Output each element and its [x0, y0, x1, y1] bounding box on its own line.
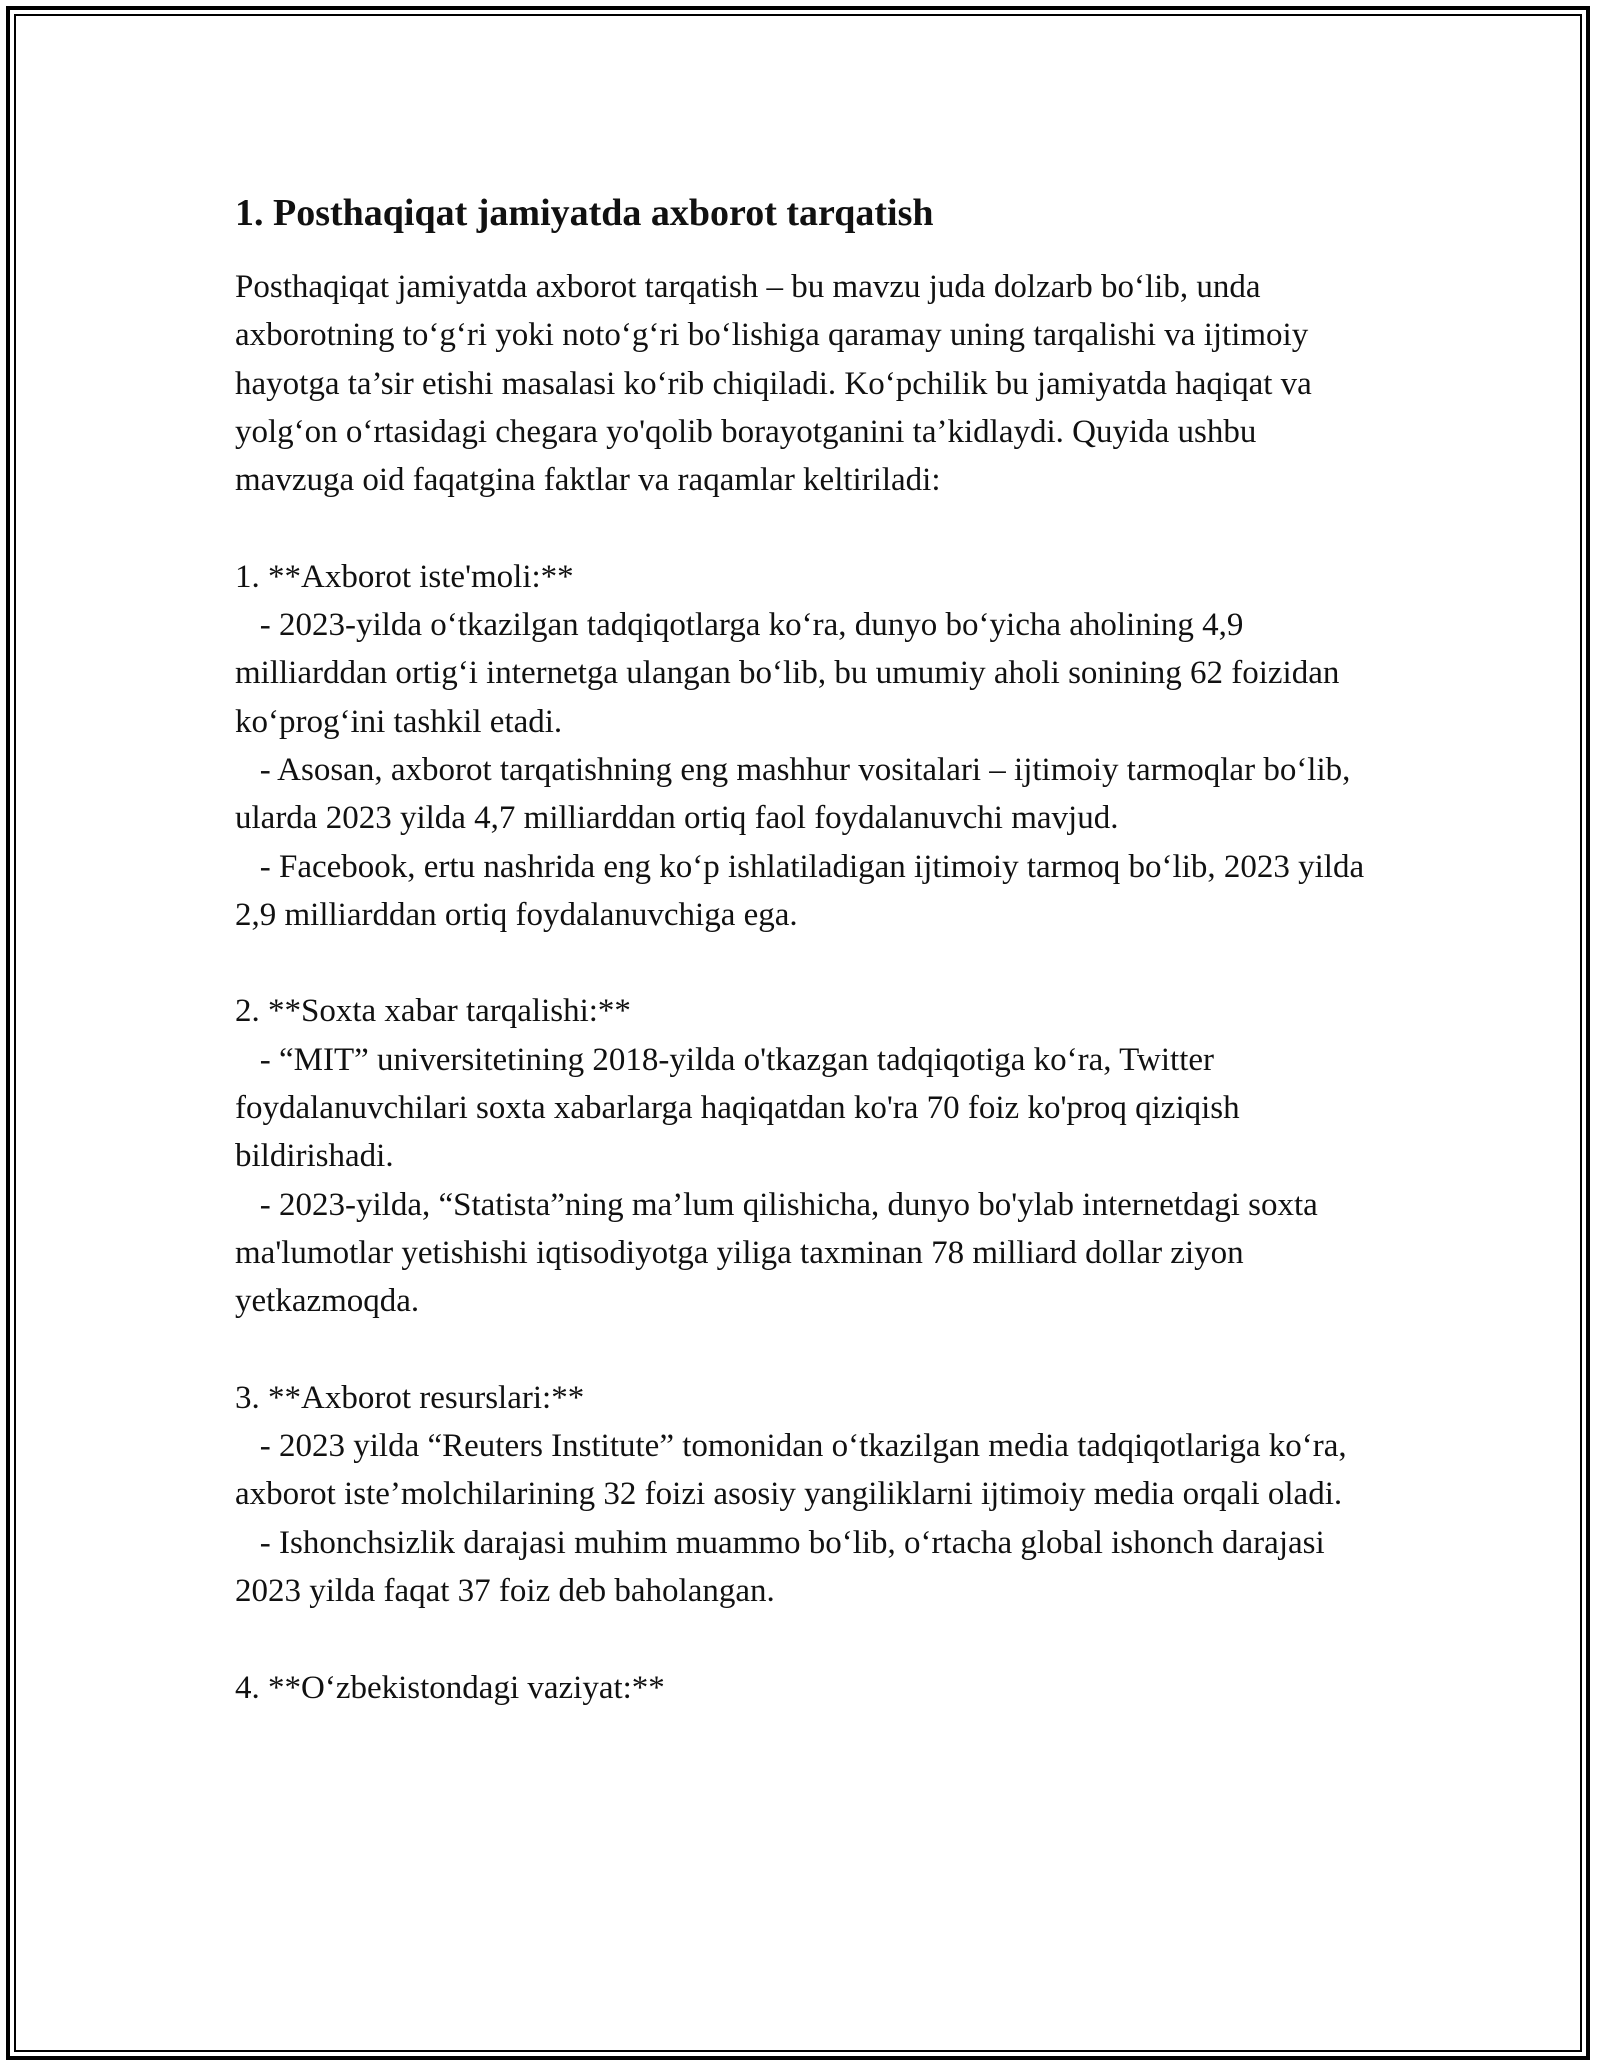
- list-item: - Asosan, axborot tarqatishning eng mashhur vositalari – ijtimoiy tarmoqlar bo‘lib, ularda 2023 yilda 4,7 milliarddan ortiq faol foydalanuvchi mavjud.: [235, 751, 1359, 837]
- list-item: - Facebook, ertu nashrida eng ko‘p ishlatiladigan ijtimoiy tarmoq bo‘lib, 2023 yilda 2,9 milliarddan ortiq foydalanuvchiga ega.: [235, 848, 1373, 933]
- section-title: 1. **Axborot iste'moli:**: [235, 558, 574, 595]
- intro-paragraph: Posthaqiqat jamiyatda axborot tarqatish – bu mavzu juda dolzarb bo‘lib, unda axborotning to‘g‘ri yoki noto‘g‘ri bo‘lishiga qaramay uning tarqalishi va ijtimoiy hayotga ta’sir etishi masalasi ko‘rib chiqiladi. Ko‘pchilik bu jamiyatda haqiqat va yolg‘on o‘rtasidagi chegara yo'qolib borayotganini ta’kidlaydi. Quyida ushbu mavzuga oid faqatgina faktlar va raqamlar keltiriladi:: [235, 269, 1321, 499]
- list-item: - “MIT” universitetining 2018-yilda o'tkazgan tadqiqotiga ko‘ra, Twitter foydalanuvchilari soxta xabarlarga haqiqatdan ko'ra 70 foiz ko'proq qiziqish bildirishadi.: [235, 1041, 1248, 1175]
- section-title: 3. **Axborot resurslari:**: [235, 1379, 585, 1416]
- list-item: - Ishonchsizlik darajasi muhim muammo bo‘lib, o‘rtacha global ishonch darajasi 2023 yilda faqat 37 foiz deb baholangan.: [235, 1524, 1333, 1610]
- list-item: - 2023 yilda “Reuters Institute” tomonidan o‘tkazilgan media tadqiqotlariga ko‘ra, axborot iste’molchilarining 32 foizi asosiy yangiliklarni ijtimoiy media orqali oladi.: [235, 1428, 1355, 1513]
- spacer: [235, 1326, 1375, 1374]
- spacer: [235, 504, 1375, 552]
- spacer: [235, 1615, 1375, 1663]
- spacer: [235, 939, 1375, 987]
- document-heading: 1. Posthaqiqat jamiyatda axborot tarqatish: [235, 192, 934, 234]
- document-body: [235, 185, 1375, 1712]
- list-item: - 2023-yilda o‘tkazilgan tadqiqotlarga ko‘ra, dunyo bo‘yicha aholining 4,9 milliarddan ortig‘i internetga ulangan bo‘lib, bu umumiy aholi sonining 62 foizidan ko‘prog‘ini tashkil etadi.: [235, 607, 1348, 740]
- section-title: 4. **O‘zbekistondagi vaziyat:**: [235, 1669, 665, 1706]
- list-item: - 2023-yilda, “Statista”ning ma’lum qilishicha, dunyo bo'ylab internetdagi soxta ma'lumotlar yetishishi iqtisodiyotga yiliga taxminan 78 milliard dollar ziyon yetkazmoqda.: [235, 1186, 1327, 1320]
- section-title: 2. **Soxta xabar tarqalishi:**: [235, 993, 631, 1030]
